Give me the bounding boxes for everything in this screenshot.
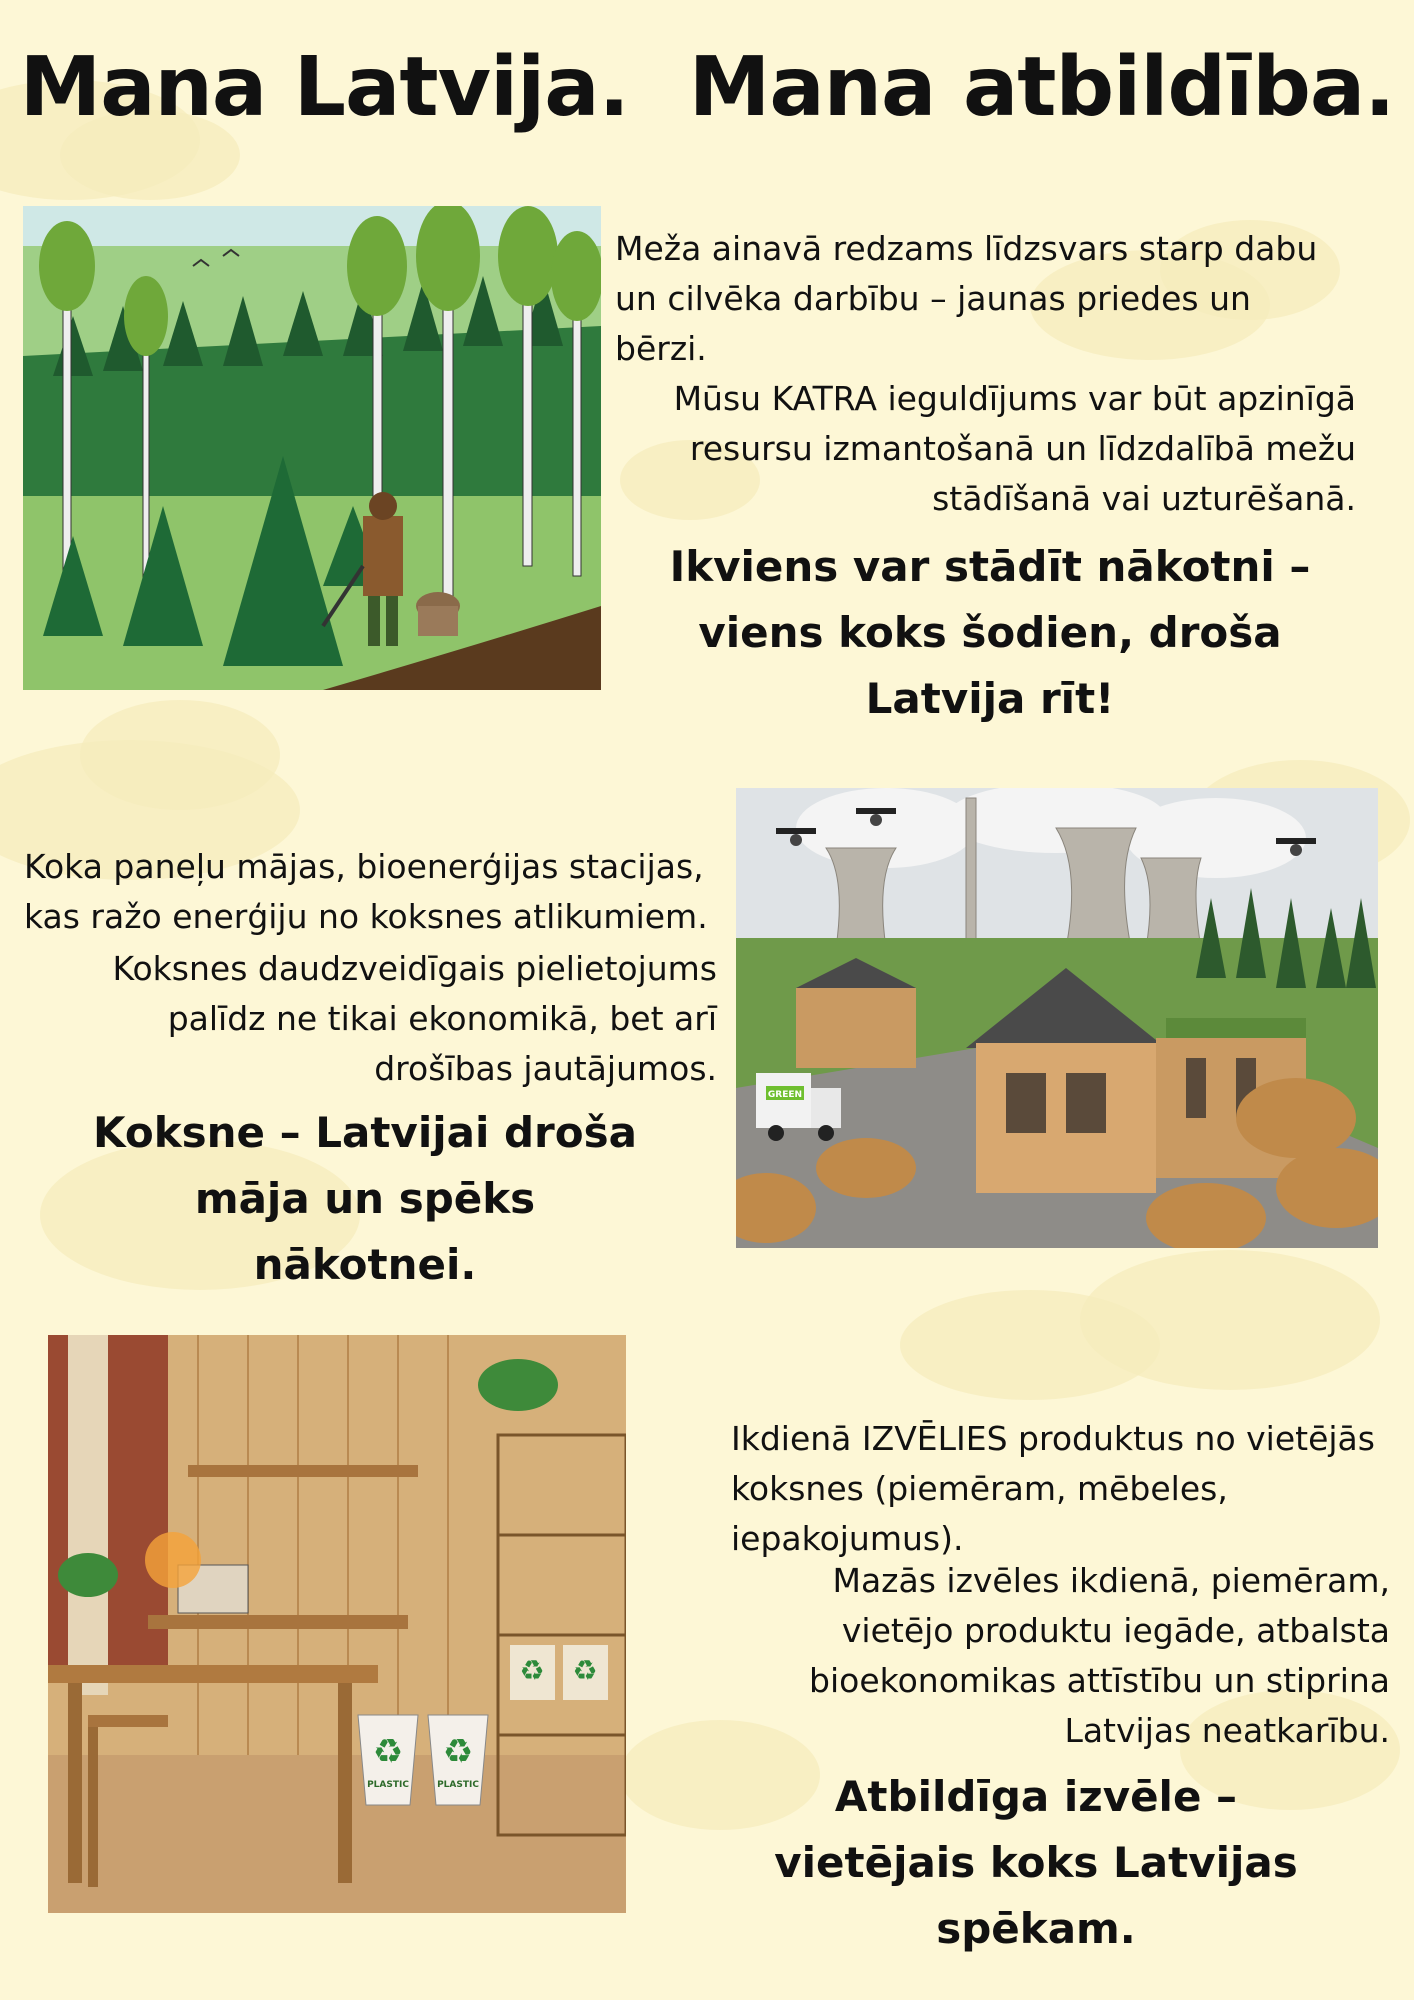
- section3-paragraph2: [700, 1556, 1390, 1756]
- section2-paragraph2: [20, 944, 717, 1094]
- section3-slogan: [706, 1764, 1366, 1962]
- svg-text:♻: ♻: [372, 1732, 404, 1772]
- page-title: [0, 40, 1414, 135]
- svg-text:♻: ♻: [442, 1732, 474, 1772]
- text-line: vietējo produktu iegāde, atbalsta: [841, 1611, 1390, 1650]
- slogan-line: Ikviens var stādīt nākotni –: [669, 542, 1311, 591]
- section1-paragraph2: [560, 374, 1356, 524]
- section1-slogan: [620, 534, 1360, 732]
- slogan-line: māja un spēks: [194, 1174, 536, 1223]
- slogan-line: spēkam.: [936, 1904, 1136, 1953]
- text-line: resursu izmantošanā un līdzdalībā mežu: [689, 429, 1356, 468]
- section3-paragraph1: [731, 1414, 1391, 1564]
- slogan-line: nākotnei.: [253, 1240, 477, 1289]
- slogan-line: Latvija rīt!: [865, 674, 1115, 723]
- forest-planting-image: [23, 206, 601, 690]
- bin-label: PLASTIC: [367, 1780, 409, 1790]
- title-part2: Mana atbildība.: [688, 40, 1395, 135]
- wood-bioenergy-plant-image: [736, 788, 1378, 1248]
- text-line: Mūsu KATRA ieguldījums var būt apzinīgā: [673, 379, 1356, 418]
- text-line: drošības jautājumos.: [374, 1049, 717, 1088]
- text-line: Mazās izvēles ikdienā, piemēram,: [832, 1561, 1390, 1600]
- text-line: bērzi.: [615, 329, 707, 368]
- text-line: Latvijas neatkarību.: [1064, 1711, 1390, 1750]
- svg-text:♻: ♻: [519, 1654, 545, 1687]
- slogan-line: viens koks šodien, droša: [698, 608, 1282, 657]
- bin-label: PLASTIC: [437, 1780, 479, 1790]
- section1-paragraph1: [615, 224, 1375, 374]
- title-part1: Mana Latvija.: [19, 40, 629, 135]
- text-line: koksnes (piemēram, mēbeles,: [731, 1469, 1228, 1508]
- svg-text:♻: ♻: [572, 1654, 598, 1687]
- wooden-kitchen-recycling-image: [48, 1335, 626, 1913]
- text-line: Koksnes daudzveidīgais pielietojums: [112, 949, 717, 988]
- text-line: Meža ainavā redzams līdzsvars starp dabu: [615, 229, 1318, 268]
- text-line: kas ražo enerģiju no koksnes atlikumiem.: [24, 897, 708, 936]
- slogan-line: Atbildīga izvēle –: [834, 1772, 1238, 1821]
- text-line: un cilvēka darbību – jaunas priedes un: [615, 279, 1251, 318]
- text-line: bioekonomikas attīstību un stiprina: [809, 1661, 1390, 1700]
- section2-paragraph1: [24, 842, 724, 942]
- background-cloud: [80, 700, 280, 810]
- section2-slogan: [40, 1100, 690, 1298]
- truck-logo: GREEN: [767, 1090, 803, 1100]
- text-line: iepakojumus).: [731, 1519, 964, 1558]
- slogan-line: vietējais koks Latvijas: [774, 1838, 1298, 1887]
- text-line: Koka paneļu mājas, bioenerģijas stacijas,: [24, 847, 704, 886]
- text-line: palīdz ne tikai ekonomikā, bet arī: [167, 999, 717, 1038]
- text-line: Ikdienā IZVĒLIES produktus no vietējās: [731, 1419, 1375, 1458]
- background-cloud: [1080, 1250, 1380, 1390]
- text-line: stādīšanā vai uzturēšanā.: [932, 479, 1356, 518]
- slogan-line: Koksne – Latvijai droša: [93, 1108, 637, 1157]
